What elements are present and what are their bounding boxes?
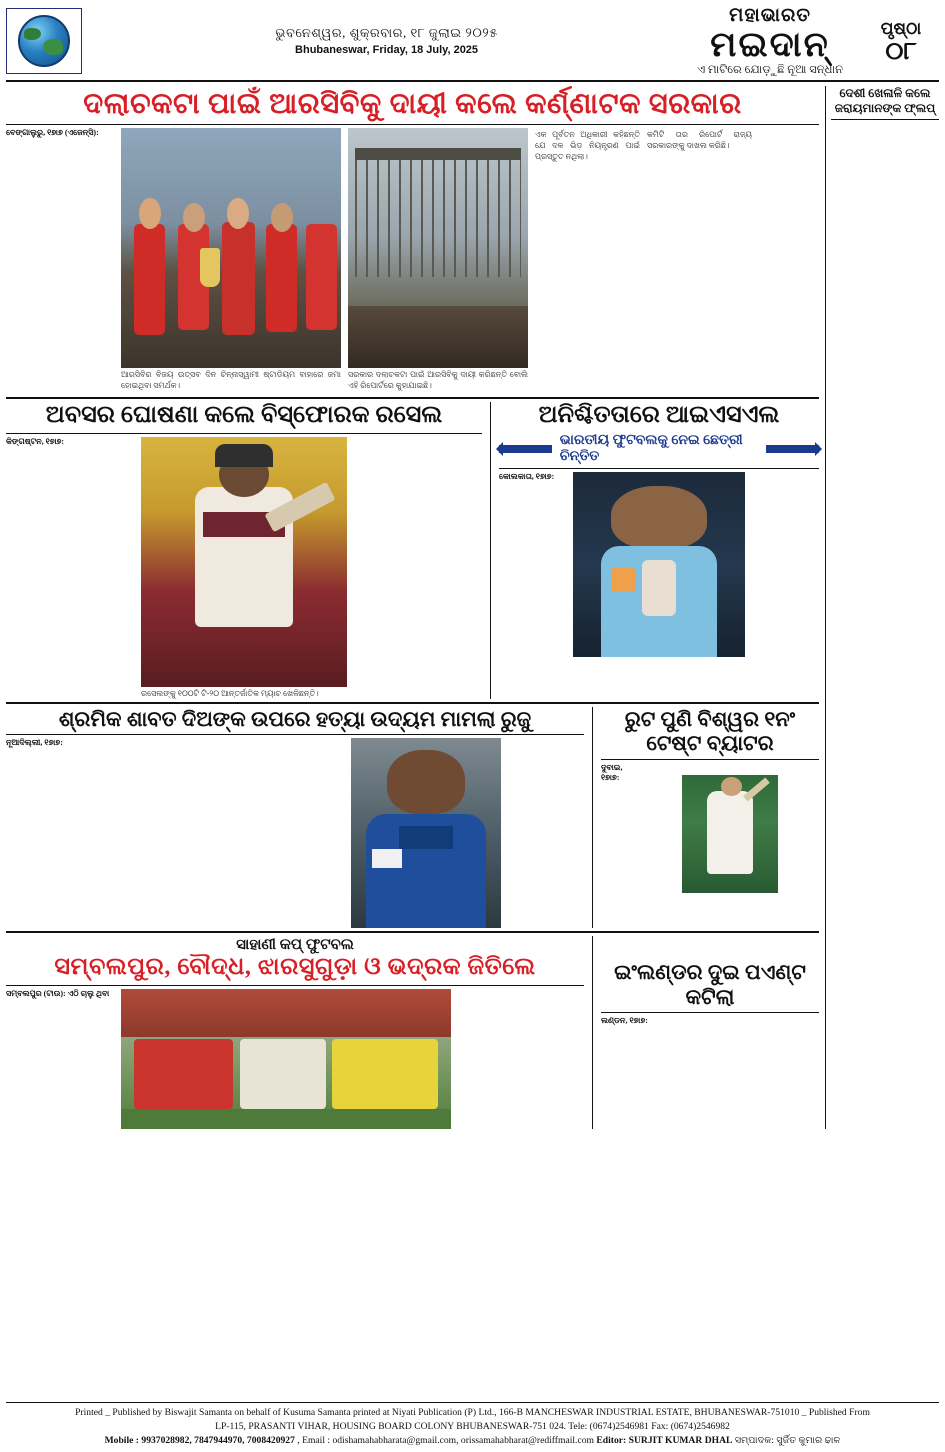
lead-photo-1-caption: ଆରସିବିର ବିଜୟ ଉତ୍ସବ ଦିନ ଚିନ୍ନାସ୍ୱାମୀ ଷ୍ଟାଡିୟମ ବାହାରେ ଜମା ହୋଇଥିବା ସମର୍ଥକ। xyxy=(121,370,341,391)
lead-photo-1 xyxy=(121,128,341,368)
globe-icon xyxy=(18,15,70,67)
root-headline: ରୁଟ ପୁଣି ବିଶ୍ୱର ୧ନଂ ଟେଷ୍ଟ ବ୍ୟାଟର xyxy=(624,707,796,756)
football-photo xyxy=(121,989,451,1129)
page-number-block xyxy=(853,19,939,64)
page-label: ପୃଷ୍ଠା xyxy=(880,18,922,38)
isl-dateline: କୋଲକାତା, ୧୭ା୭: xyxy=(499,471,555,481)
masthead-tagline: ଏ ମାଟିରେ ଯୋଡ଼ୁଛି ନୂଆ ସନ୍ଧାନ xyxy=(697,64,843,76)
isl-col-3 xyxy=(752,472,819,657)
lead-col-4 xyxy=(647,128,752,392)
lead-photo-2-block xyxy=(348,128,528,392)
footer-email: , Email : odishamahabharata@gmail.com, orissamahabharat@rediffmail.com xyxy=(294,1435,597,1447)
murder-col-2 xyxy=(121,738,229,928)
lead-col-3-caption: ଏକ ପୂର୍ବତନ ଅଧିକାରୀ କହିଛନ୍ତି ଯେ ଦଳ ଭିଡ଼ ନିୟନ୍ତ୍ରଣ ପାଇଁ ପ୍ରସ୍ତୁତ ନଥିଲା। xyxy=(535,130,640,161)
lead-photo-2 xyxy=(348,128,528,368)
russell-headline: ଅବସର ଘୋଷଣା କଲେ ବିସ୍ଫୋରକ ରସେଲ xyxy=(45,401,443,428)
football-photo-block xyxy=(121,989,451,1129)
murder-col-1 xyxy=(6,738,114,928)
murder-photo xyxy=(351,738,501,928)
russell-col-1 xyxy=(6,437,134,700)
footer-mobile-numbers: 9937028982, 7847944970, 7008420927 xyxy=(141,1435,295,1447)
sidebar-headline: ଦେଶୀ ଖେଳାଳି କଲେ ଜରାୟମାନଙ୍କ ଫ୍ଲପ୍ xyxy=(834,86,936,115)
masthead-date-odia: ଭୁବନେଶ୍ୱର, ଶୁକ୍ରବାର, ୧୮ ଜୁଲାଇ ୨୦୨୫ xyxy=(275,25,498,41)
right-rail xyxy=(825,86,939,1129)
root-photo xyxy=(682,775,778,893)
lead-story xyxy=(6,86,819,394)
isl-subhead-bar xyxy=(499,433,819,465)
globe-logo xyxy=(6,8,82,74)
masthead-date-block xyxy=(86,26,687,55)
root-col-4 xyxy=(785,763,819,893)
lead-headline: ଦଲାଚକଟା ପାଇଁ ଆରସିବିକୁ ଦାୟୀ କଲେ କର୍ଣ୍ଣାଟକ ସରକାର xyxy=(83,88,742,120)
football-col-3 xyxy=(458,989,566,1129)
masthead-date-english: Bhubaneswar, Friday, 18 July, 2025 xyxy=(295,43,479,56)
russell-photo-block xyxy=(141,437,347,700)
footer-editor-odia: ସମ୍ପାଦକ: ସୁର୍ଜିତ କୁମାର ଢାଳ xyxy=(734,1435,841,1447)
lead-photo-1-block xyxy=(121,128,341,392)
footer-imprint xyxy=(6,1402,939,1448)
story-football xyxy=(6,936,584,1129)
root-col-2 xyxy=(642,763,676,893)
story-russell xyxy=(6,402,482,699)
football-col-1 xyxy=(6,989,114,1129)
murder-headline: ଶ୍ରମିକ ଶାବତ ଦିଅଙ୍କ ଉପରେ ହତ୍ୟା ଉଦ୍ୟମ ମାମଲା ରୁଜୁ xyxy=(58,707,532,732)
masthead xyxy=(6,4,939,82)
lead-col-4-caption: କମିଟି ତାର ରିପୋର୍ଟ ରାଜ୍ୟ ସରକାରଙ୍କୁ ଦାଖଲ କରିଛି। xyxy=(647,130,752,151)
arrow-left-icon xyxy=(499,445,552,453)
murder-col-3 xyxy=(236,738,344,928)
football-headline: ସମ୍ବଲପୁର, ବୌଦ୍ଧ, ଝାରସୁଗୁଡ଼ା ଓ ଭଦ୍ରକ ଜିତିଲେ xyxy=(54,954,536,981)
lead-dateline: ବେଙ୍ଗାଲୁରୁ, ୧୭ା୭ (ଏଜେନ୍ସି): xyxy=(6,128,99,138)
footer-line-3 xyxy=(6,1434,939,1448)
lead-col-3 xyxy=(535,128,640,392)
russell-dateline: କିଙ୍ଗଷ୍ଟନ, ୧୭ା୭: xyxy=(6,436,65,446)
story-england xyxy=(592,936,819,1129)
root-photo-block xyxy=(682,763,778,893)
masthead-title-block xyxy=(687,5,853,77)
isl-photo-block xyxy=(573,472,745,657)
page-number: ୦୮ xyxy=(885,37,917,65)
england-col-2 xyxy=(704,1016,800,1026)
footer-line-2: LP-115, PRASANTI VIHAR, HOUSING BOARD COLONY BHUBANESWAR-751 024. Tele: (0674)2546981 Fax: (0674)2546982 xyxy=(215,1421,730,1433)
isl-subhead: ଭାରତୀୟ ଫୁଟବଲକୁ ନେଇ ଛେତ୍ରୀ ଚିନ୍ତିତ xyxy=(559,432,743,464)
story-isl xyxy=(490,402,819,699)
story-murder xyxy=(6,707,584,928)
footer-line-1: Printed _ Published by Biswajit Samanta on behalf of Kusuma Samanta printed at Niyati Publication (P) Ltd., 166-B MANCHESWAR INDUSTRIAL ESTATE, BHUBANESWAR-751010 _ Published From xyxy=(75,1407,870,1419)
football-dateline: ସମ୍ବଲପୁର (ଟାଉ): ଏଠି ଚାଲୁ ଥିବା xyxy=(6,989,110,999)
isl-col-1 xyxy=(499,472,566,657)
russell-photo xyxy=(141,437,347,687)
murder-photo-block xyxy=(351,738,501,928)
story-root xyxy=(592,707,819,928)
footer-mobile-label: Mobile : xyxy=(104,1435,142,1447)
root-dateline: ଦୁବାଇ, ୧୭ା୭: xyxy=(601,762,623,782)
russell-photo-caption: ରସେଲଙ୍କୁ ୧୦୦ଟି ଟି-୨୦ ଆନ୍ତର୍ଜାତିକ ମ୍ୟାଚ ଖେଳିଛନ୍ତି। xyxy=(141,688,319,698)
footer-editor-name: SURJIT KUMAR DHAL xyxy=(628,1435,733,1447)
paper-name: ମହାଭାରତ xyxy=(729,5,811,26)
lead-photo-2-caption: ସରକାର ଦଲାଚକଟା ପାଇଁ ଆରସିବିକୁ ଦାୟୀ କରିଛନ୍ତି ବୋଲି ଏହି ରିପୋର୍ଟରେ କୁହାଯାଇଛି। xyxy=(348,370,528,391)
murder-dateline: ନୂଆଦିଲ୍ଲୀ, ୧୭ା୭: xyxy=(6,738,63,748)
lead-col-1 xyxy=(6,128,114,392)
football-kicker: ସାହାଣୀ କପ୍ ଫୁଟବଲ xyxy=(236,937,354,954)
arrow-right-icon xyxy=(766,445,819,453)
russell-col-3 xyxy=(354,437,482,700)
isl-photo xyxy=(573,472,745,657)
england-col-1 xyxy=(601,1016,697,1026)
isl-headline: ଅନିଶ୍ଚିତତାରେ ଆଇଏସଏଲ xyxy=(538,401,780,428)
section-name: ମଇଦାନ୍ xyxy=(710,25,830,64)
root-col-1 xyxy=(601,763,635,893)
england-dateline: ଲଣ୍ଡନ, ୧୭ା୭: xyxy=(601,1015,648,1025)
footer-editor-label: Editor: xyxy=(596,1435,627,1447)
england-headline: ଇଂଲଣ୍ଡର ଦୁଇ ପଏଣ୍ଟ କଟିଲା xyxy=(614,960,806,1009)
